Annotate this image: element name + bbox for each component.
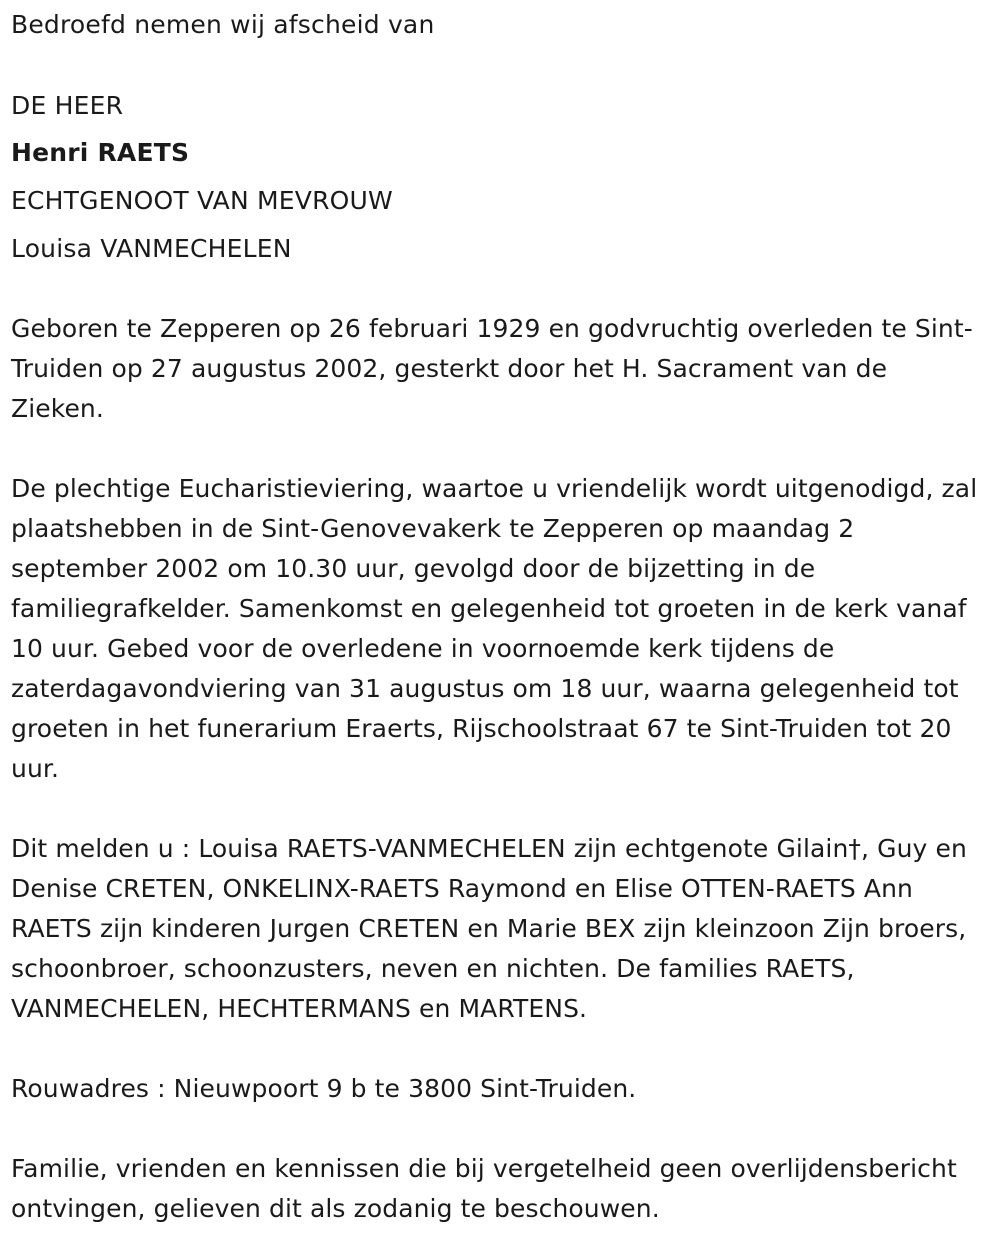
- ceremony-paragraph: De plechtige Eucharistieviering, waartoe u vriendelijk wordt uitgenodigd, zal plaatshebben in de Sint-Genovevakerk te Zepperen op maandag 2 september 2002 om 10.30 uur, gevolgd door de bijzetting in de familiegrafkelder. Samenkomst en gelegenheid tot groeten in de kerk vanaf 10 uur. Gebed voor de overledene in voornoemde kerk tijdens de zaterdagavondviering van 31 augustus om 18 uur, waarna gelegenheid tot groeten in het funerarium Eraerts, Rijschoolstraat 67 te Sint-Truiden tot 20 uur.: [11, 474, 978, 783]
- address-paragraph: Rouwadres : Nieuwpoort 9 b te 3800 Sint-Truiden.: [11, 1074, 637, 1103]
- spouse-label: ECHTGENOOT VAN MEVROUW: [11, 186, 393, 215]
- deceased-name: Henri RAETS: [11, 138, 190, 167]
- intro-text: Bedroefd nemen wij afscheid van: [11, 10, 435, 39]
- family-paragraph: Dit melden u : Louisa RAETS-VANMECHELEN zijn echtgenote Gilain†, Guy en Denise CRETEN, ONKELINX-RAETS Raymond en Elise OTTEN-RAETS Ann RAETS zijn kinderen Jurgen CRETEN en Marie BEX zijn kleinzoon Zijn broers, schoonbroer, schoonzusters, neven en nichten. De families RAETS, VANMECHELEN, HECHTERMANS en MARTENS.: [11, 834, 967, 1023]
- closing-paragraph: Familie, vrienden en kennissen die bij vergetelheid geen overlijdensbericht ontvingen, gelieven dit als zodanig te beschouwen.: [11, 1154, 957, 1223]
- deceased-title: DE HEER: [11, 91, 124, 120]
- birth-death-paragraph: Geboren te Zepperen op 26 februari 1929 en godvruchtig overleden te Sint-Truiden op 27 augustus 2002, gesterkt door het H. Sacrament van de Zieken.: [11, 314, 973, 423]
- spouse-name: Louisa VANMECHELEN: [11, 234, 292, 263]
